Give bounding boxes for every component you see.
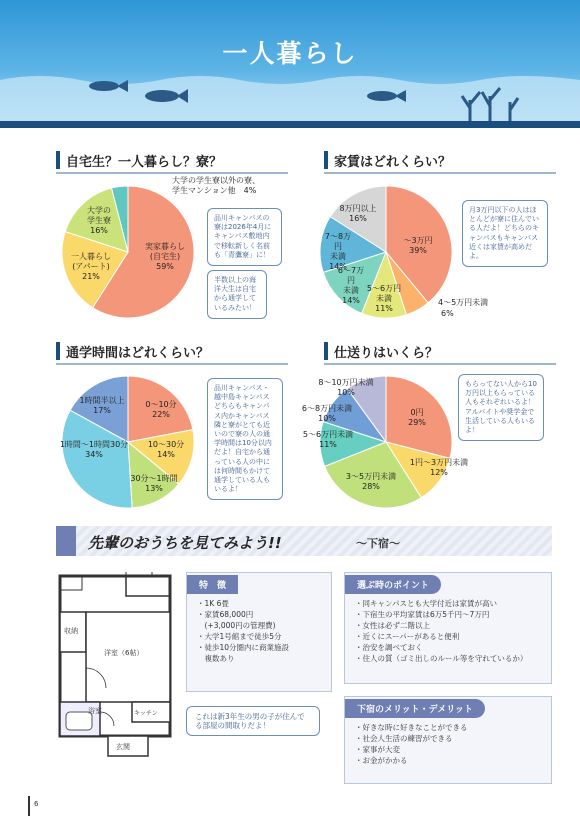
senpai-location: ～下宿～: [356, 537, 400, 550]
data-label: 6～8万円未満 10%: [301, 404, 353, 423]
floorplan-kitchen-label: キッチン: [134, 710, 158, 717]
list-item: ・女性は必ず二階以上: [355, 621, 430, 630]
data-label: 1時間半以上 17%: [79, 396, 125, 415]
floorplan-bubble: これは新3年生の男の子が住んでる部屋の間取りだよ！: [186, 706, 320, 736]
floor-plan: [56, 572, 174, 784]
merits-list: [345, 718, 551, 770]
data-label: 大学の 学生寮 16%: [87, 206, 111, 235]
list-item: (+3,000円の管理費): [197, 621, 276, 630]
list-item: 複数あり: [197, 654, 235, 663]
section-allowance-heading: 仕送りはいくら？: [324, 341, 556, 361]
merits-heading: 下宿のメリット・デメリット: [345, 699, 485, 718]
data-label: 1円～3万円未満 12%: [409, 458, 469, 477]
list-item: ・家事が大変: [355, 745, 400, 754]
list-item: ・大学1号館まで徒歩5分: [197, 632, 282, 641]
list-item: ・徒歩10分圏内に商業施設: [197, 643, 290, 652]
list-item: ・好きな時に好きなことができる: [355, 723, 468, 732]
rent-callout: 月3万円以下の人はほとんどが寮に住んでいる人だよ！どちらのキャンパスもキャンパス近くは家賃が高めだよ。: [462, 200, 548, 267]
section-commute-heading: 通学時間はどれくらい？: [56, 341, 288, 361]
data-label: 一人暮らし (アパート) 21%: [71, 252, 111, 281]
points-box: [344, 572, 552, 684]
list-item: ・同キャンパスとも大学付近は家賃が高い: [355, 599, 497, 608]
data-label: 大学の学生寮以外の寮、 学生マンション他 4%: [172, 176, 260, 195]
features-heading: 特 徴: [187, 575, 238, 594]
page-number-bar: [28, 796, 30, 816]
list-item: ・近くにスーパーがあると便利: [355, 632, 460, 641]
data-label: 30分～1時間 13%: [130, 474, 178, 493]
data-label: 10～30分 14%: [147, 440, 185, 459]
data-label: 5～6万円未満 11%: [302, 430, 354, 449]
data-label: 1時間～1時間30分 34%: [59, 440, 129, 459]
features-list: [187, 594, 331, 668]
data-label: ～3万円 39%: [403, 236, 433, 255]
commute-callout: 品川キャンパス・越中島キャンパスどちらもキャンパス内かキャンパス隣と寮がとても近いので寮の人の通学時間は10分以内だよ！自宅から通っている人の中には何時間もかけて通学している人もいるよ！: [207, 378, 283, 500]
section-housing-heading: 自宅生？一人暮らし？寮？: [56, 150, 288, 170]
data-label: 5～6万円 未満 11%: [366, 284, 402, 313]
floorplan-storage-label: 収納: [64, 627, 78, 635]
list-item: ・治安を調べておく: [355, 643, 423, 652]
features-box: [186, 572, 332, 692]
housing-callout-1: 品川キャンパスの寮は2026年4月にキャンパス敷地内で移転新しく名前も「青鷹寮」に！: [207, 208, 282, 266]
list-item: ・1K 6畳: [197, 599, 229, 608]
page-title: 一人暮らし: [222, 39, 358, 68]
page-number: 6: [34, 800, 39, 808]
list-item: ・下宿生の平均家賃は6万5千円～7万円: [355, 610, 490, 619]
sea-illustration: [0, 0, 580, 128]
list-item: ・お金がかかる: [355, 756, 408, 765]
data-label: 8万円以上 16%: [339, 204, 377, 223]
list-item: ・社会人生活の練習ができる: [355, 734, 453, 743]
data-label: 0円 29%: [408, 408, 426, 427]
floorplan-room-label: 洋室（6帖）: [104, 649, 144, 657]
header-banner: [0, 0, 580, 128]
allowance-callout: もらってない人から10万円以上もらっている人もそれぞれいるよ！アルバイトや奨学金で生活している人もいるよ！: [458, 374, 544, 441]
merits-box: [344, 696, 552, 784]
data-label: 0～10分 22%: [145, 400, 177, 419]
points-heading: 選ぶ時のポイント: [345, 575, 441, 594]
senpai-title: 先輩のおうちを見てみよう!!: [88, 534, 282, 552]
senpai-banner: [56, 526, 552, 556]
banner-divider: [0, 121, 580, 128]
data-label: 4～5万円未満: [438, 298, 489, 307]
data-label: 7～8万円 未満 14%: [324, 232, 352, 271]
data-label: 6%: [441, 309, 454, 318]
section-rent-heading: 家賃はどれくらい？: [324, 150, 556, 170]
points-list: [345, 594, 551, 668]
housing-callout-2: 半数以上の海洋大生は自宅から通学しているみたい！: [207, 270, 267, 319]
floorplan-entrance-label: 玄関: [116, 743, 130, 751]
data-label: 実家暮らし (自宅生) 59%: [145, 242, 185, 271]
data-label: 6～7万円 未満 14%: [337, 266, 365, 305]
list-item: ・家賃68,000円: [197, 610, 254, 619]
data-label: 3～5万円未満 28%: [345, 472, 397, 491]
floorplan-bath-label: 浴室: [88, 707, 102, 715]
list-item: ・住人の質（ゴミ出しのルール等を守れているか）: [355, 654, 528, 663]
data-label: 8～10万円未満 10%: [318, 378, 374, 397]
